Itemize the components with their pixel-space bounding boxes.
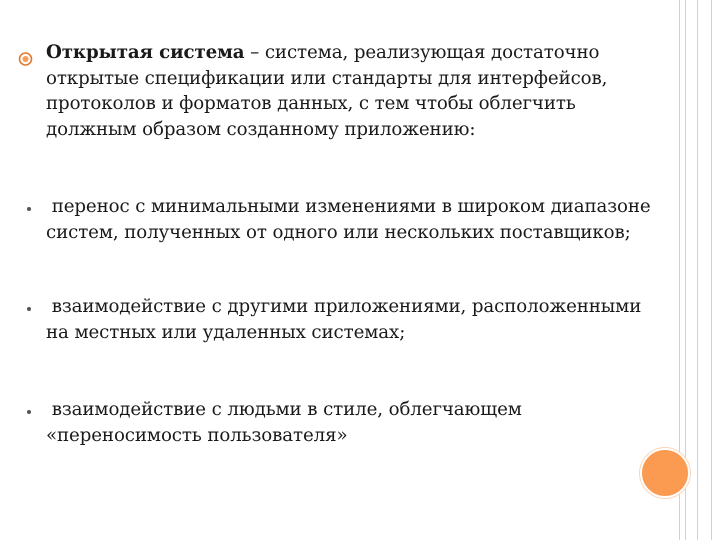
list-item-text: перенос с минимальными изменениями в широком диапазоне систем, полученных от одного или нескольких поставщиков; [46, 196, 657, 243]
list-item-text: взаимодействие с другими приложениями, расположенными на местных или удаленных системах; [46, 296, 670, 343]
decorative-circle [640, 448, 690, 498]
definition-text: – система, реализующая достаточно открытые спецификации или стандарты для интерфейсов, протоколов и форматов данных, с тем чтобы облегчить должным образом созданному приложению: [46, 42, 614, 140]
list-item-portability [46, 194, 656, 245]
list-item-user-portability [46, 397, 656, 448]
dot-bullet-icon [27, 307, 31, 311]
list-item-interoperability [46, 294, 670, 345]
dot-bullet-icon [27, 410, 31, 414]
term-open-system: Открытая система [46, 42, 245, 63]
list-item-text: взаимодействие с людьми в стиле, облегчающем «переносимость пользователя» [46, 399, 528, 446]
diamond-bullet-icon [18, 52, 33, 66]
frame-line [697, 0, 698, 540]
frame-line [711, 0, 712, 540]
list-item-definition [46, 40, 656, 142]
dot-bullet-icon [27, 207, 31, 211]
